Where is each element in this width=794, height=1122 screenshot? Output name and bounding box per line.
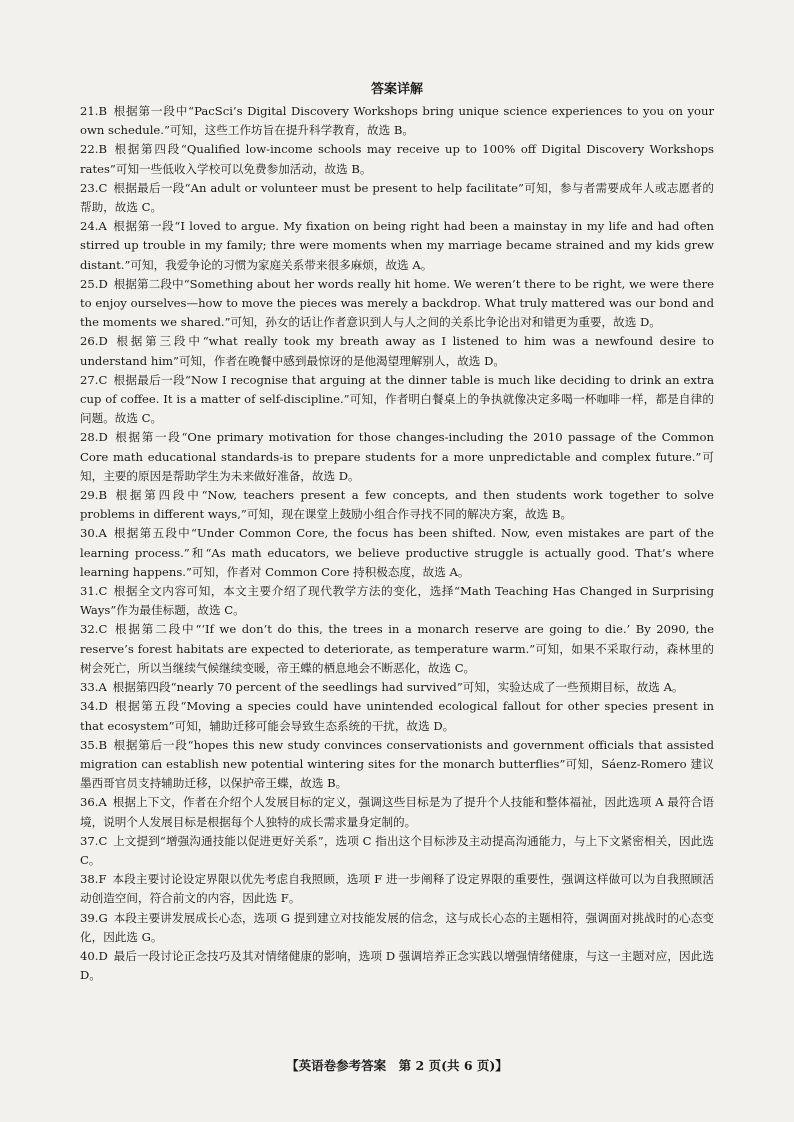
answer-explanation: 根据最后一段“Now I recognise that arguing at the dinner table is much like deciding to drink an extra cup of coffee. It is a matter of self-discipline.”可知，作者明白餐桌上的争执就像决定多喝一杯咖啡一样，都是自律的问题。故选 C。 <box>80 372 714 426</box>
answer-number: 35.B <box>80 737 107 752</box>
page-footer: 【英语卷参考答案 第 2 页(共 6 页)】 <box>286 1058 508 1073</box>
answer-item <box>80 428 714 486</box>
answer-explanation: 根据第五段“Moving a species could have unintended ecological fallout for other species present in that ecosystem”可知，辅助迁移可能会导致生态系统的干扰，故选 D。 <box>80 699 714 733</box>
answer-explanation: 根据第三段中“what really took my breath away as I listened to him was a newfound desire to understand him”可知，作者在晚餐中感到最惊讶的是他渴望理解别人，故选 D。 <box>80 334 714 368</box>
answer-item <box>80 371 714 429</box>
answer-item <box>80 140 714 178</box>
answer-explanation: 根据第一段中“PacSci’s Digital Discovery Workshops bring unique science experiences to you on your own schedule.”可知，这些工作坊旨在提升科学教育，故选 B。 <box>80 104 714 138</box>
answer-number: 31.C <box>80 584 108 599</box>
answer-number: 40.D <box>80 948 108 963</box>
answer-explanation: 根据第四段中“Now, teachers present a few concepts, and then students work together to solve problems in different ways,”可知，现在课堂上鼓励小组合作寻找不同的解决方案，故选 B。 <box>80 488 714 522</box>
answer-item <box>80 909 714 947</box>
answer-explanation: 本段主要讨论设定界限以优先考虑自我照顾，选项 F 进一步阐释了设定界限的重要性，强调这样做可以为自我照顾活动创造空间，符合前文的内容，因此选 F。 <box>80 872 714 906</box>
answer-number: 30.A <box>80 526 107 541</box>
answer-list <box>80 102 714 985</box>
page-title: 答案详解 <box>370 82 423 97</box>
answer-explanation: 根据第五段中“Under Common Core, the focus has been shifted. Now, even mistakes are part of the learning process.”和“As math educators, we believe productive struggle is actually good. That’s where learning happens.”可知，作者对 Common Core 持积极态度，故选 A。 <box>80 526 714 579</box>
answer-number: 26.D <box>80 334 108 349</box>
answer-number: 29.B <box>80 488 107 503</box>
answer-explanation: 根据第二段中“‘If we don’t do this, the trees in a monarch reserve are going to die.’ By 2090, the reserve’s forest habitats are expected to deteriorate, as temperature warm.”可知，如果不采取行动，森林里的树会死亡，所以当继续气候继续变暖，帝王蝶的栖息地会不断恶化，故选 C。 <box>80 622 714 675</box>
answer-item <box>80 582 714 620</box>
answer-item <box>80 524 714 582</box>
answer-item <box>80 620 714 678</box>
answer-item <box>80 678 714 697</box>
answer-explanation: 根据第四段“nearly 70 percent of the seedlings had survived”可知，实验达成了一些预期目标，故选 A。 <box>112 680 684 695</box>
answer-number: 34.D <box>80 699 108 714</box>
answer-explanation: 根据第后一段“hopes this new study convinces conservationists and government officials that assisted migration can establish new potential wintering sites for the monarch butterflies”可知，Sáenz-Romero 建议墨西哥官员支持辅助迁移，以保护帝王蝶，故选 B。 <box>80 737 714 791</box>
answer-item <box>80 486 714 524</box>
answer-number: 39.G <box>80 910 108 925</box>
answer-item <box>80 736 714 794</box>
answer-item <box>80 102 714 140</box>
answer-explanation: 根据上下文，作者在介绍个人发展目标的定义，强调这些目标是为了提升个人技能和整体福祉，因此选项 A 最符合语境，说明个人发展目标是根据每个人独特的成长需求量身定制的。 <box>80 795 714 829</box>
answer-number: 38.F <box>80 872 107 887</box>
answer-number: 27.C <box>80 372 108 387</box>
answer-number: 36.A <box>80 795 107 810</box>
answer-explanation: 根据第一段“One primary motivation for those changes-including the 2010 passage of the Common Core math educational standards-is to prepare students for a more unpredictable and complex future.”可知，主要的原因是帮助学生为未来做好准备，故选 D。 <box>80 430 714 483</box>
answer-item <box>80 697 714 735</box>
answer-explanation: 根据第二段中“Something about her words really hit home. We weren’t there to be right, we were there to enjoy ourselves—how to move the pieces was merely a backdrop. What truly mattered was our bond and the moments we shared.”可知，孙女的话让作者意识到人与人之间的关系比争论出对和错更为重要，故选 D。 <box>80 276 714 330</box>
answer-explanation: 最后一段讨论正念技巧及其对情绪健康的影响，选项 D 强调培养正念实践以增强情绪健康，与这一主题对应，因此选 D。 <box>80 948 714 983</box>
answer-item <box>80 179 714 217</box>
answer-number: 28.D <box>80 430 108 445</box>
answer-explanation: 根据最后一段“An adult or volunteer must be present to help facilitate”可知，参与者需要成年人或志愿者的帮助，故选 C。 <box>80 180 714 215</box>
answer-item <box>80 832 714 870</box>
answer-explanation: 上文提到“增强沟通技能以促进更好关系”，选项 C 指出这个目标涉及主动提高沟通能力，与上下文紧密相关，因此选 C。 <box>80 833 714 867</box>
answer-item <box>80 275 714 333</box>
answer-number: 33.A <box>80 680 107 695</box>
answer-number: 24.A <box>80 219 107 234</box>
answer-number: 23.C <box>80 180 108 195</box>
answer-explanation: 本段主要讲发展成长心态，选项 G 提到建立对技能发展的信念，这与成长心态的主题相符，强调面对挑战时的心态变化，因此选 G。 <box>80 910 714 944</box>
answer-item <box>80 947 714 985</box>
answer-item <box>80 217 714 275</box>
answer-explanation: 根据第一段“I loved to argue. My fixation on being right had been a mainstay in my life and had often stirred up trouble in my family; thre were moments when my marriage became strained and my kids grew distant.”可知，我爱争论的习惯为家庭关系带来很多麻烦，故选 A。 <box>80 219 714 272</box>
answer-number: 32.C <box>80 622 108 637</box>
answer-explanation: 根据全文内容可知，本文主要介绍了现代教学方法的变化，选择“Math Teaching Has Changed in Surprising Ways”作为最佳标题，故选 C。 <box>80 584 714 618</box>
answer-item <box>80 870 714 908</box>
answer-number: 25.D <box>80 276 108 291</box>
answer-item <box>80 332 714 370</box>
answer-number: 37.C <box>80 833 108 848</box>
answer-explanation: 根据第四段“Qualified low-income schools may receive up to 100% off Digital Discovery Workshops rates”可知一些低收入学校可以免费参加活动，故选 B。 <box>80 142 714 176</box>
answer-number: 22.B <box>80 142 107 157</box>
answer-item <box>80 793 714 831</box>
answer-number: 21.B <box>80 104 107 118</box>
